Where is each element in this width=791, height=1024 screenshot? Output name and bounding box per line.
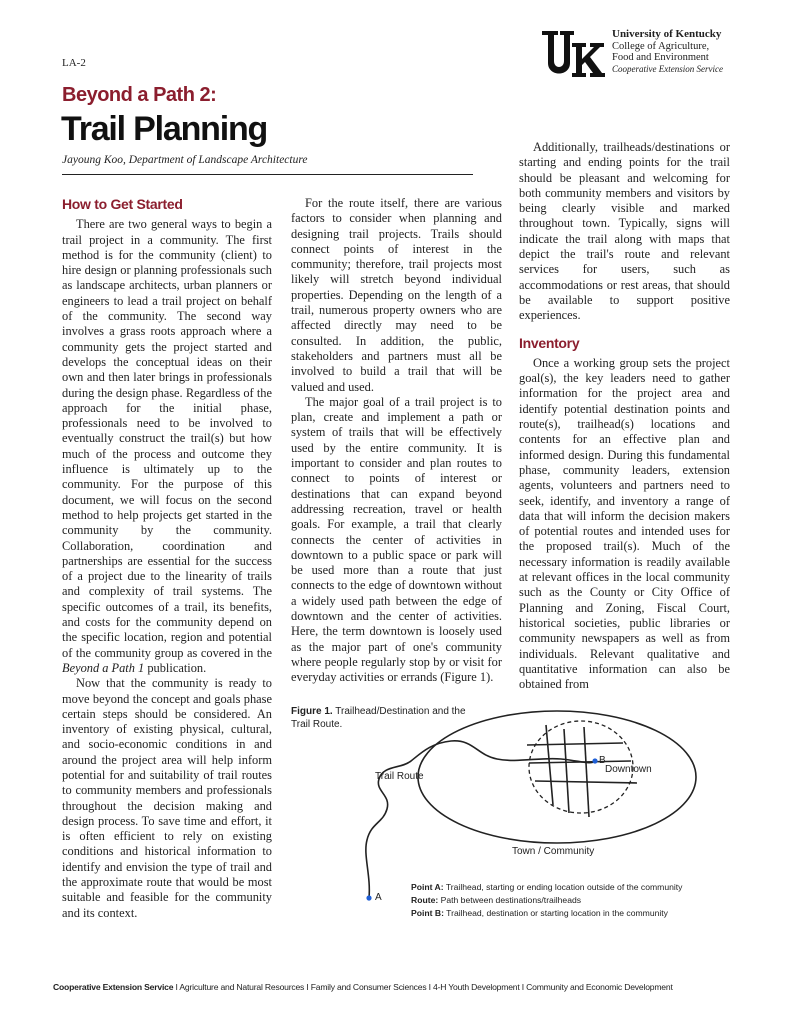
figure-legend <box>411 881 682 920</box>
paragraph: For the route itself, there are various factors to consider when planning and designing trail projects. Trails should connect points of interest in the community; therefore, trail projects most likely will stretch beyond individual properties. Depending on the length of a trail, numerous property owners who are affected directly may need to be consulted. In addition, the public, stakeholders and partners must all be involved to build a trail that will be valued and used. <box>291 196 502 394</box>
point-b-label: B <box>599 755 606 766</box>
logo-line-food: Food and Environment <box>612 52 709 63</box>
document-subtitle: Beyond a Path 2: <box>62 84 217 106</box>
document-id: LA-2 <box>62 57 86 69</box>
publication-reference: Beyond a Path 1 <box>62 660 145 675</box>
logo-line-university: University of Kentucky <box>612 28 722 40</box>
legend-item: Route: Path between destinations/trailheads <box>411 895 582 905</box>
document-title: Trail Planning <box>61 110 268 148</box>
legend-item: Point A: Trailhead, starting or ending location outside of the community <box>411 882 683 892</box>
section-heading-how-to-get-started: How to Get Started <box>62 196 183 212</box>
column-1 <box>62 197 272 921</box>
paragraph: The major goal of a trail project is to plan, create and implement a path or system of trails that will be effectively used by the entire community. It is important to consider and plan routes to connect to points of interest or destinations that can expand beyond addressing recreation, travel or health goals. For example, a trail that clearly connects the center of activities in downtown to a public space or park will be used more than a route that just connects to the edge of downtown without a widely used path between the edge of downtown and the center of activities. Here, the term downtown is loosely used as the major part of one's community where people regularly stop by or visit for everyday activities or errands (Figure 1). <box>291 394 502 685</box>
uk-logo-icon <box>540 29 606 79</box>
point-a-marker <box>366 895 371 900</box>
logo-line-college: College of Agriculture, <box>612 40 710 52</box>
paragraph: Once a working group sets the project goal(s), the key leaders need to gather information for the project area and identify potential destination points and route(s), trailhead(s) locations and contents for an effective plan and informed design. During this fundamental phase, community leaders, extension agents, volunteers and partners need to seek, identify, and inventory a range of data that will inform the decision makers of potential routes and intended uses for the proposed trail(s). Much of the necessary information is readily available at relevant offices in the local community such as the County or City Office of Planning and Zoning, Fiscal Court, historical societies, public libraries or community newspapers as well as from individuals. Relevant qualitative and quantitative information can also be obtained from <box>519 355 730 692</box>
page-footer <box>53 982 743 992</box>
paragraph: There are two general ways to begin a trail project in a community. The first method is for the community (client) to hire design or planning professionals such as landscape architects, urban planners or engineers to lead a trail project on behalf of the community. The second way involves a grass roots approach where a community gets the project started and develops the conceptual ideas on their own and then later brings in professionals during the design phase. Regardless of the approach for the initial phase, professionals need to be involved to eventually construct the trail(s) but how much of the process and outcome they influence is ultimately up to the community. For the purpose of this document, we will focus on the second method to help projects get started in the community by the community. Collaboration, coordination and partnerships are essential for the success of a project due to the linearity of trails and complexity of trail systems. The specific outcomes of a trail, its benefits, and costs for the community depend on the specific location, region and potential of the community group as covered in the Beyond a Path 1 publication. <box>62 217 272 675</box>
figure-caption: Figure 1. Trailhead/Destination and the Trail Route. <box>291 706 466 730</box>
point-b-marker <box>592 758 597 763</box>
legend-item: Point B: Trailhead, destination or starting location in the community <box>411 908 668 918</box>
trail-route-line <box>366 741 595 898</box>
footer-programs: I Agriculture and Natural Resources I Family and Consumer Sciences I 4-H Youth Development I Community and Economic Development <box>175 982 673 992</box>
figure-1 <box>291 705 731 925</box>
university-logo <box>540 29 740 85</box>
point-a-label: A <box>375 892 382 903</box>
logo-line-extension: Cooperative Extension Service <box>612 63 723 74</box>
footer-lead: Cooperative Extension Service <box>53 982 174 992</box>
title-divider <box>62 174 473 175</box>
column-2 <box>291 196 502 686</box>
town-community-label: Town / Community <box>512 846 595 857</box>
column-3 <box>519 140 730 692</box>
downtown-label: Downtown <box>605 764 652 775</box>
paragraph: Now that the community is ready to move beyond the concept and goals phase certain steps should be considered. An inventory of existing physical, cultural, and socio-economic conditions in and around the project area will help inform potential for and suitability of trail routes to community members and professionals throughout the decision making and design process. To save time and effort, it is often efficient to rely on existing conditions and historical information to identify and envision the type of trail and the approximate route that would be most suitable and feasible for the community and its context. <box>62 676 272 920</box>
author-line: Jayoung Koo, Department of Landscape Architecture <box>62 154 308 166</box>
section-heading-inventory: Inventory <box>519 334 580 351</box>
paragraph: Additionally, trailheads/destinations or starting and ending points for the trail should be pleasant and welcoming for both community members and visitors by being clearly visible and marked throughout town. Typically, signs will indicate the trail along with maps that depict the trail's route and relevant services for users, such as accommodations or rest areas, that should be available to support positive experiences. <box>519 140 730 323</box>
trail-route-label: Trail Route <box>375 771 424 782</box>
